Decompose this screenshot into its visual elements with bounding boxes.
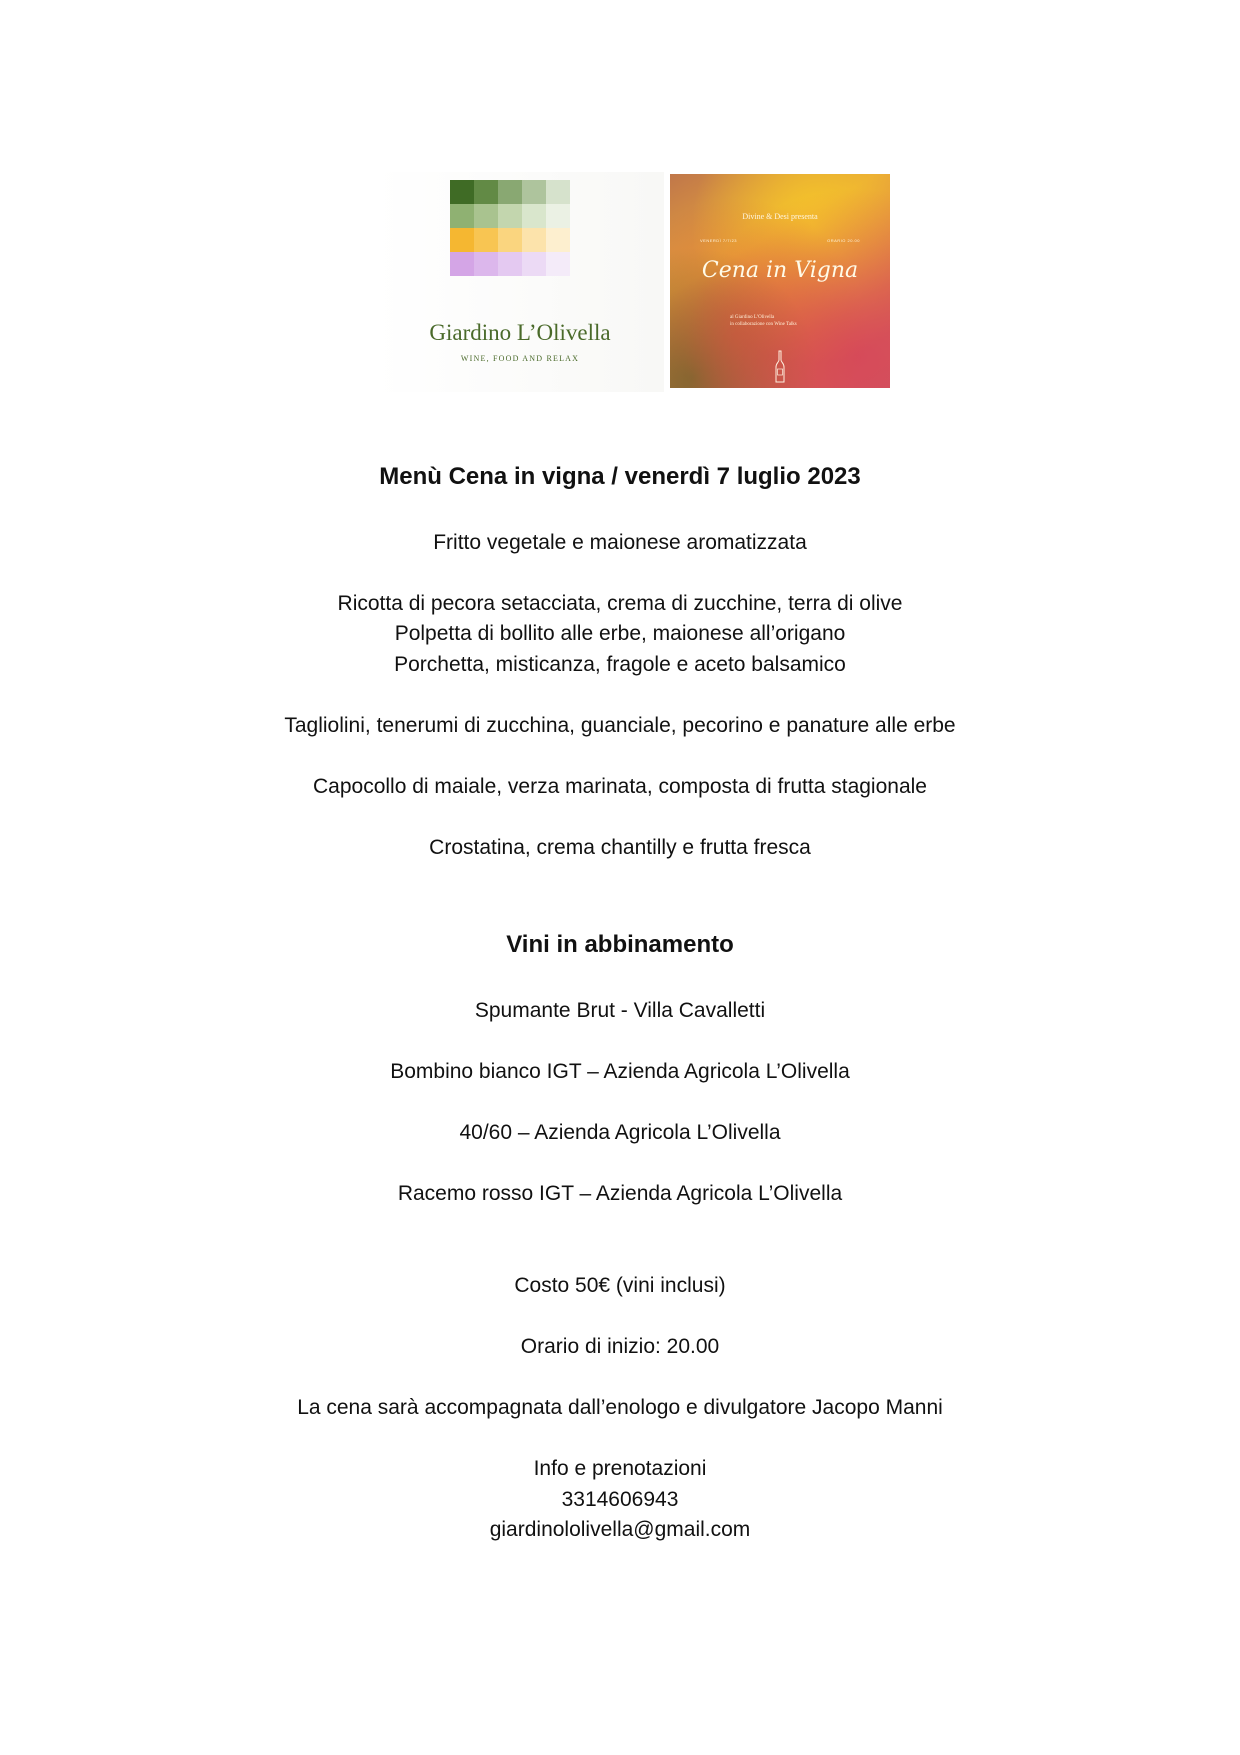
palette-swatch [546, 204, 570, 228]
poster-venue: al Giardino L’Olivella [730, 315, 775, 320]
brand-tagline: WINE, FOOD AND RELAX [460, 354, 580, 363]
menu-course-crostatina: Crostatina, crema chantilly e frutta fresca [429, 836, 811, 859]
start-time-info: Orario di inizio: 20.00 [520, 1335, 720, 1358]
palette-swatch [498, 228, 522, 252]
palette-swatch [522, 228, 546, 252]
palette-swatch [474, 228, 498, 252]
menu-course-capocollo: Capocollo di maiale, verza marinata, composta di frutta stagionale [313, 775, 927, 798]
menu-course-tagliolini: Tagliolini, tenerumi di zucchina, guanciale, pecorino e panature alle erbe [284, 714, 956, 737]
contact-phone: 3314606943 [561, 1488, 679, 1511]
menu-title: Menù Cena in vigna / venerdì 7 luglio 2023 [379, 463, 861, 490]
menu-course-polpetta: Polpetta di bollito alle erbe, maionese all’origano [394, 622, 846, 645]
wine-item-bombino: Bombino bianco IGT – Azienda Agricola L’Olivella [390, 1060, 850, 1083]
palette-swatch [474, 180, 498, 204]
wine-item-spumante: Spumante Brut - Villa Cavalletti [474, 999, 766, 1022]
poster-date: VENERDÌ 7/7/23 [700, 238, 738, 243]
palette-swatch [450, 204, 474, 228]
palette-swatch [498, 252, 522, 276]
palette-swatch [522, 180, 546, 204]
menu-course-porchetta: Porchetta, misticanza, fragole e aceto balsamico [394, 653, 846, 676]
host-info: La cena sarà accompagnata dall’enologo e divulgatore Jacopo Manni [297, 1396, 943, 1419]
contact-email: giardinololivella@gmail.com [489, 1518, 751, 1541]
contact-title: Info e prenotazioni [533, 1457, 707, 1480]
palette-swatch [474, 252, 498, 276]
poster-credit: in collaborazione con Wine Talks [730, 322, 797, 327]
wine-bottle-icon [774, 350, 786, 384]
palette-swatch [546, 180, 570, 204]
poster-title: Cena in Vigna [701, 258, 859, 283]
palette-swatch [522, 204, 546, 228]
event-poster [670, 174, 890, 388]
menu-course-antipasto: Fritto vegetale e maionese aromatizzata [433, 531, 807, 554]
wine-item-4060: 40/60 – Azienda Agricola L’Olivella [459, 1121, 781, 1144]
poster-presenter: Divine & Desi presenta [742, 212, 818, 221]
menu-course-ricotta: Ricotta di pecora setacciata, crema di zucchine, terra di olive [337, 592, 903, 615]
palette-swatch [474, 204, 498, 228]
palette-swatch [450, 252, 474, 276]
palette-swatch [450, 180, 474, 204]
header-logos [374, 172, 894, 392]
poster-time: ORARIO 20.00 [827, 238, 860, 243]
giardino-logo [374, 172, 664, 392]
poster-info-row [700, 238, 860, 246]
wines-title: Vini in abbinamento [506, 931, 734, 958]
palette-swatch [522, 252, 546, 276]
brand-name: Giardino L’Olivella [429, 320, 611, 345]
color-palette-grid [450, 180, 570, 276]
palette-swatch [498, 180, 522, 204]
palette-swatch [546, 252, 570, 276]
palette-swatch [450, 228, 474, 252]
palette-swatch [546, 228, 570, 252]
wine-item-racemo: Racemo rosso IGT – Azienda Agricola L’Olivella [397, 1182, 843, 1205]
palette-swatch [498, 204, 522, 228]
poster-subtitle [730, 314, 860, 328]
price-info: Costo 50€ (vini inclusi) [514, 1274, 726, 1297]
